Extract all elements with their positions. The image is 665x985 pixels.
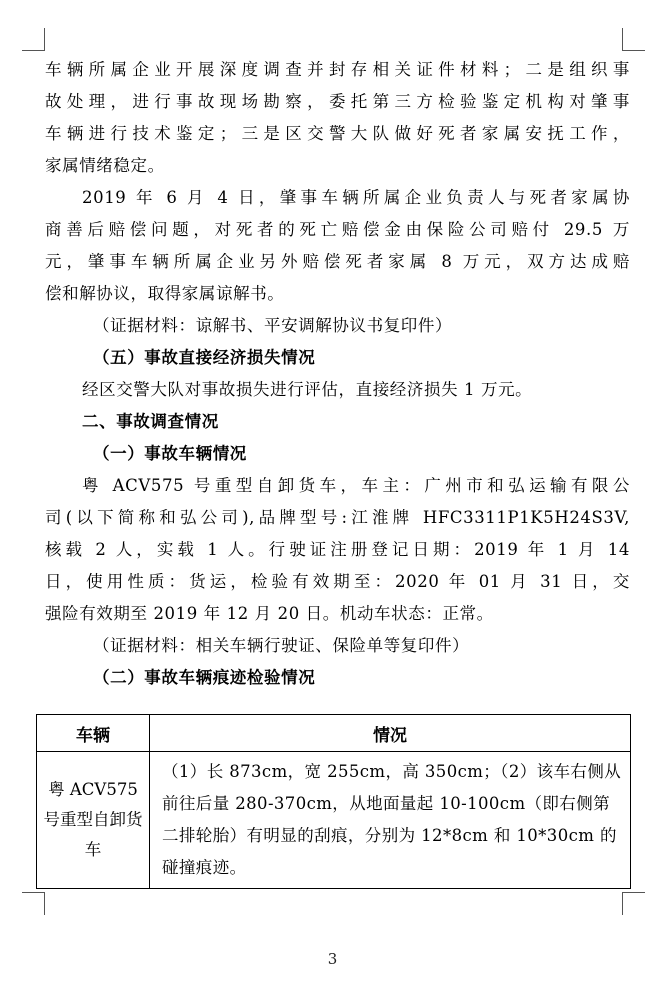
table-header-row xyxy=(37,715,631,752)
section-heading: （二）事故车辆痕迹检验情况 xyxy=(93,668,316,687)
situation-cell: （1）长 873cm，宽 255cm，高 350cm；（2）该车右侧从前往后量 280-370cm，从地面量起 10-100cm（即右侧第二排轮胎）有明显的刮痕，分别为 12*8cm 和 10*30cm 的碰撞痕迹。 xyxy=(150,752,631,889)
paragraph-line: 车辆所属企业开展深度调查并封存相关证件材料；二是组织事 xyxy=(45,60,630,79)
crop-mark-bottom-right xyxy=(622,892,645,915)
paragraph-line: 司(以下简称和弘公司),品牌型号:江淮牌 HFC3311P1K5H24S3V, xyxy=(45,508,630,527)
vehicle-cell: 粤 ACV575 号重型自卸货车 xyxy=(37,752,150,889)
paragraph-line: 核载 2 人，实载 1 人。行驶证注册登记日期：2019 年 1 月 14 xyxy=(45,540,630,559)
paragraph-line: 经区交警大队对事故损失进行评估，直接经济损失 1 万元。 xyxy=(82,380,533,399)
paragraph-line: 偿和解协议，取得家属谅解书。 xyxy=(45,284,285,303)
paragraph-line: 车辆进行技术鉴定；三是区交警大队做好死者家属安抚工作， xyxy=(45,124,630,143)
section-heading: （五）事故直接经济损失情况 xyxy=(93,348,316,367)
paragraph-line: 家属情绪稳定。 xyxy=(45,156,165,175)
paragraph-line: 元，肇事车辆所属企业另外赔偿死者家属 8 万元，双方达成赔 xyxy=(45,252,630,271)
document-body xyxy=(45,54,630,694)
evidence-note: （证据材料：谅解书、平安调解协议书复印件） xyxy=(93,316,453,335)
crop-mark-bottom-left xyxy=(22,892,45,915)
paragraph-line: 2019 年 6 月 4 日，肇事车辆所属企业负责人与死者家属协 xyxy=(82,188,630,207)
table-header-vehicle: 车辆 xyxy=(37,715,150,752)
evidence-note: （证据材料：相关车辆行驶证、保险单等复印件） xyxy=(93,636,470,655)
section-heading: （一）事故车辆情况 xyxy=(93,444,247,463)
paragraph-line: 强险有效期至 2019 年 12 月 20 日。机动车状态：正常。 xyxy=(45,604,494,623)
chapter-heading: 二、事故调查情况 xyxy=(82,412,219,431)
crop-mark-top-right xyxy=(622,28,645,51)
paragraph-line: 故处理，进行事故现场勘察，委托第三方检验鉴定机构对肇事 xyxy=(45,92,630,111)
table-header-situation: 情况 xyxy=(150,715,631,752)
paragraph-line: 商善后赔偿问题，对死者的死亡赔偿金由保险公司赔付 29.5 万 xyxy=(45,220,630,239)
page-number: 3 xyxy=(327,950,338,968)
table-row xyxy=(37,752,631,889)
paragraph-line: 粤 ACV575 号重型自卸货车，车主：广州市和弘运输有限公 xyxy=(82,476,630,495)
paragraph-line: 日，使用性质：货运，检验有效期至：2020 年 01 月 31 日，交 xyxy=(45,572,630,591)
crop-mark-top-left xyxy=(22,28,45,51)
vehicle-inspection-table xyxy=(36,714,631,889)
